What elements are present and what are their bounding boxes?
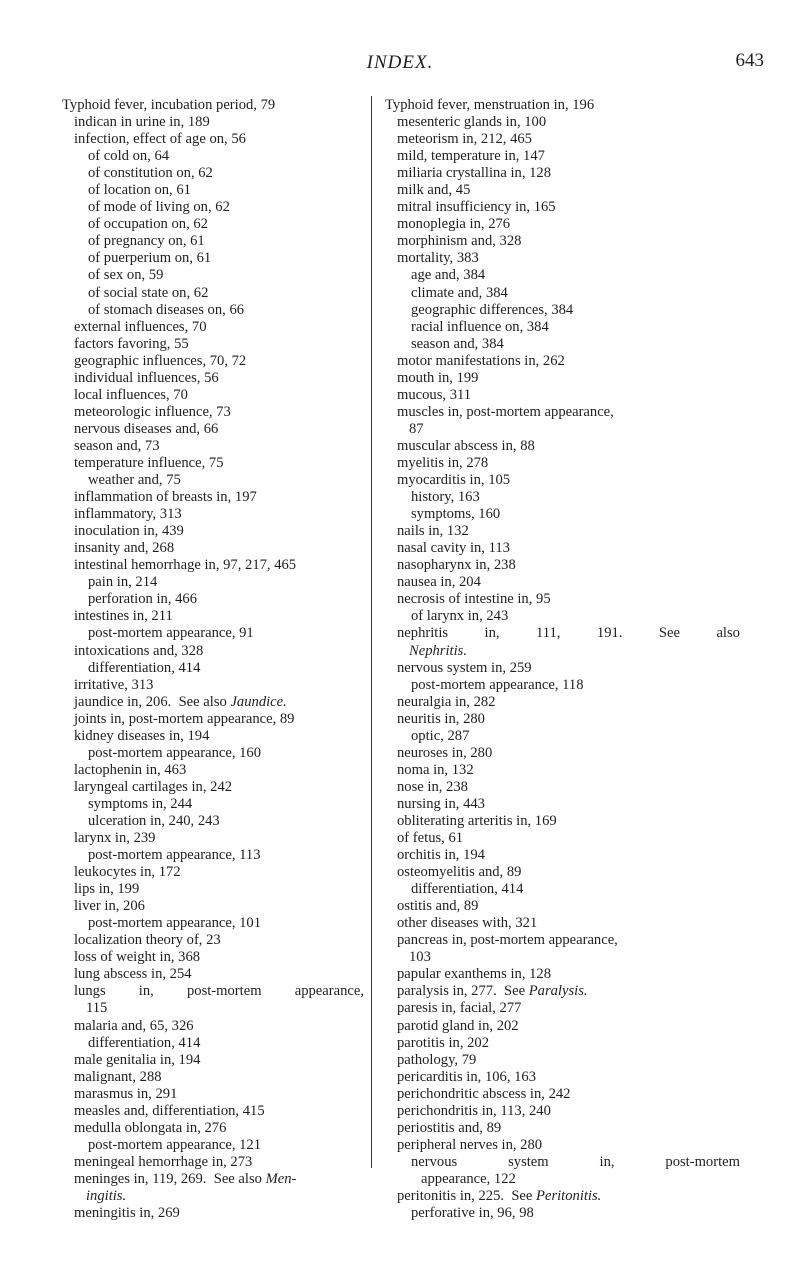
index-entry-text: other diseases with, 321 [397,915,538,932]
index-entry-text: of fetus, 61 [397,830,464,847]
index-entry-text: of social state on, 62 [88,284,209,301]
index-entry [385,489,740,506]
index-entry [62,404,364,421]
index-entry-text: 103 [409,949,431,966]
index-entry-text: jaundice in, 206. See also [74,693,231,710]
index-entry-text: nervous system in, 259 [397,659,532,676]
index-entry [62,591,364,608]
index-entry-text: season and, 73 [74,437,160,454]
index-entry-text: symptoms, 160 [411,506,501,523]
index-entry [385,165,740,182]
index-entry-text: meninges in, 119, 269. See also [74,1170,266,1187]
index-entry-text: leukocytes in, 172 [74,864,181,881]
index-entry-text: paralysis in, 277. See [397,983,529,1000]
index-entry [385,864,740,881]
index-entry-text: mesenteric glands in, 100 [397,114,547,131]
index-entry-text: nervous diseases and, 66 [74,420,219,437]
index-entry [385,182,740,199]
index-entry-word: 191. [596,625,623,642]
index-entry [62,813,364,830]
index-entry-text: loss of weight in, 368 [74,949,201,966]
index-entry-text: peripheral nerves in, 280 [397,1136,543,1153]
index-entry-text: 87 [409,420,424,437]
index-entry-text: marasmus in, 291 [74,1085,178,1102]
index-entry [385,1120,740,1137]
index-entry [385,608,740,625]
index-entry [385,1205,740,1222]
index-entry [62,1137,364,1154]
index-entry [62,421,364,438]
index-entry-text: symptoms in, 244 [88,795,193,812]
index-entry-crossref: ingitis. [86,1188,127,1204]
index-entry-text: necrosis of intestine in, 95 [397,591,551,608]
index-entry [62,353,364,370]
index-entry-text: meteorism in, 212, 465 [397,131,532,148]
index-entry-text: age and, 384 [411,267,486,284]
index-entry [62,472,364,489]
index-entry-text: inflammatory, 313 [74,506,182,523]
index-entry-text: meningeal hemorrhage in, 273 [74,1153,253,1170]
index-entry [385,1018,740,1035]
index-entry [62,540,364,557]
index-entry [385,745,740,762]
index-entry [385,643,740,660]
index-entry-crossref: Peritonitis. [536,1188,602,1204]
index-entry [62,796,364,813]
index-entry-text: of mode of living on, 62 [88,199,230,216]
index-entry-text: milk and, 45 [397,182,471,199]
index-column-left [62,97,364,1222]
index-entry-word: appearance, [294,983,364,1000]
index-entry [62,267,364,284]
index-entry-text: larynx in, 239 [74,830,156,847]
index-entry [62,148,364,165]
index-entry-text: inflammation of breasts in, 197 [74,489,257,506]
index-entry-text: periostitis and, 89 [397,1119,502,1136]
index-entry-word: post-mortem [186,983,262,1000]
index-entry [62,1154,364,1171]
index-entry [385,1188,740,1205]
page-number: 643 [735,50,764,71]
index-entry [385,387,740,404]
index-entry [385,302,740,319]
index-entry-text: intestinal hemorrhage in, 97, 217, 465 [74,557,297,574]
index-entry-text: lung abscess in, 254 [74,966,192,983]
index-entry-text: pericarditis in, 106, 163 [397,1068,537,1085]
index-entry-text: miliaria crystallina in, 128 [397,165,552,182]
index-entry-text: paresis in, facial, 277 [397,1000,522,1017]
index-entry-text: muscular abscess in, 88 [397,437,535,454]
index-entry-word: system [508,1153,549,1170]
index-entry-text: 115 [86,1000,108,1017]
index-entry-text: neuroses in, 280 [397,744,493,761]
index-entry-word: in, [138,983,154,1000]
index-entry [385,285,740,302]
index-entry [62,131,364,148]
index-entry [62,387,364,404]
index-entry [385,1069,740,1086]
index-entry [62,677,364,694]
index-entry [385,711,740,728]
index-entry [62,745,364,762]
index-entry-text: history, 163 [411,489,480,506]
index-entry-text: malaria and, 65, 326 [74,1017,194,1034]
index-entry [62,864,364,881]
index-entry-word: post-mortem [665,1153,740,1170]
index-entry-text: muscles in, post-mortem appearance, [397,403,614,420]
index-entry [62,915,364,932]
page-title: INDEX. [366,52,434,73]
index-entry-text: lactophenin in, 463 [74,761,187,778]
index-entry-text: myelitis in, 278 [397,454,489,471]
index-entry-text: irritative, 313 [74,676,154,693]
index-entry [62,319,364,336]
index-entry [62,1205,364,1222]
index-entry-text: geographic differences, 384 [411,301,574,318]
index-entry-crossref: Men- [265,1170,297,1187]
index-entry-text: kidney diseases in, 194 [74,727,210,744]
index-entry [62,250,364,267]
index-entry [62,1000,364,1017]
index-entry [385,97,740,114]
index-entry [62,1069,364,1086]
index-entry [385,1103,740,1120]
index-entry-text: factors favoring, 55 [74,335,189,352]
index-entry [62,506,364,523]
index-entry-word: in, [484,625,500,642]
index-entry [62,779,364,796]
index-entry-text: temperature influence, 75 [74,454,224,471]
index-entry [62,336,364,353]
index-entry-text: of location on, 61 [88,182,191,199]
index-entry [385,1000,740,1017]
index-entry-text: of larynx in, 243 [411,608,509,625]
index-entry-text: Typhoid fever, menstruation in, 196 [385,97,595,113]
index-entry [385,267,740,284]
index-entry-text: optic, 287 [411,727,470,744]
index-entry-crossref: Paralysis. [528,983,588,1000]
index-entry [385,1052,740,1069]
index-entry-text: perichondritic abscess in, 242 [397,1085,571,1102]
index-entry-text: lips in, 199 [74,881,140,898]
index-entry [385,506,740,523]
index-entry-text: Typhoid fever, incubation period, 79 [62,97,276,113]
index-entry-text: racial influence on, 384 [411,318,549,335]
index-entry [385,983,740,1000]
index-entry [62,830,364,847]
index-entry-text: mitral insufficiency in, 165 [397,199,556,216]
index-entry-text: of constitution on, 62 [88,165,213,182]
index-entry-text: perforation in, 466 [88,591,198,608]
index-entry-text: differentiation, 414 [411,881,524,898]
index-entry [385,199,740,216]
index-entry [385,557,740,574]
index-entry [62,1171,364,1188]
index-entry-text: osteomyelitis and, 89 [397,864,522,881]
index-entry [62,165,364,182]
index-entry-text: papular exanthems in, 128 [397,966,552,983]
index-entry-word: lungs [74,983,106,1000]
index-entry [62,1086,364,1103]
index-entry-text: post-mortem appearance, 160 [88,744,262,761]
index-entry [385,830,740,847]
index-entry-text: indican in urine in, 189 [74,114,210,131]
index-entry [385,319,740,336]
index-entry [62,847,364,864]
index-entry [62,898,364,915]
index-entry-text: parotid gland in, 202 [397,1017,519,1034]
index-entry-text: infection, effect of age on, 56 [74,131,246,148]
index-entry [385,881,740,898]
index-entry-text: motor manifestations in, 262 [397,352,565,369]
index-entry [385,148,740,165]
index-entry [385,523,740,540]
index-entry-text: intoxications and, 328 [74,642,204,659]
index-column-right [385,97,740,1222]
index-entry-text: post-mortem appearance, 113 [88,847,261,864]
index-entry-text: perforative in, 96, 98 [411,1205,534,1222]
index-entry [385,966,740,983]
index-entry [385,915,740,932]
index-entry [385,932,740,949]
index-entry-text: ulceration in, 240, 243 [88,812,220,829]
index-entry-text: noma in, 132 [397,761,474,778]
index-entry-text: of cold on, 64 [88,148,170,165]
index-entry-text: post-mortem appearance, 118 [411,676,584,693]
index-entry [385,216,740,233]
index-entry [62,216,364,233]
index-entry [62,625,364,642]
index-entry [62,966,364,983]
index-entry-text: season and, 384 [411,335,504,352]
index-entry-text: post-mortem appearance, 91 [88,625,254,642]
index-entry-text: intestines in, 211 [74,608,173,625]
index-entry [62,1035,364,1052]
index-entry-text: male genitalia in, 194 [74,1051,201,1068]
index-entry-text: liver in, 206 [74,898,145,915]
index-entry-text: of puerperium on, 61 [88,250,212,267]
index-entry-text: differentiation, 414 [88,659,201,676]
index-entry-text: malignant, 288 [74,1068,162,1085]
index-entry-text: mortality, 383 [397,250,479,267]
index-entry-text: local influences, 70 [74,386,188,403]
index-entry [62,728,364,745]
index-entry [62,438,364,455]
index-entry-text: differentiation, 414 [88,1034,201,1051]
index-entry [385,728,740,745]
index-entry [62,694,364,711]
index-entry-text: of sex on, 59 [88,267,164,284]
index-entry [62,711,364,728]
index-entry-text: monoplegia in, 276 [397,216,511,233]
index-entry-text: climate and, 384 [411,284,508,301]
index-entry [62,1103,364,1120]
index-entry-text: parotitis in, 202 [397,1034,490,1051]
index-entry-word: in, [599,1153,615,1170]
index-entry-text: measles and, differentiation, 415 [74,1102,265,1119]
index-entry [385,472,740,489]
index-entry-text: inoculation in, 439 [74,523,184,540]
index-entry-word: 111, [535,625,561,642]
index-entry-text: localization theory of, 23 [74,932,221,949]
index-entry [385,1137,740,1154]
index-entry-text: mucous, 311 [397,386,472,403]
index-entry-text: obliterating arteritis in, 169 [397,812,557,829]
index-entry [62,660,364,677]
index-entry-crossref: Jaundice. [230,693,287,710]
index-entry-text: of stomach diseases on, 66 [88,301,245,318]
index-entry-crossref: Nephritis. [409,642,467,659]
index-entry [385,114,740,131]
index-entry [385,250,740,267]
index-entry [385,1035,740,1052]
index-entry [62,1018,364,1035]
index-entry [62,574,364,591]
index-entry [62,97,364,114]
index-entry [385,574,740,591]
index-entry-text: geographic influences, 70, 72 [74,352,247,369]
index-entry [385,949,740,966]
index-entry [385,591,740,608]
index-entry [385,847,740,864]
index-entry-text: meningitis in, 269 [74,1205,180,1222]
index-entry [385,677,740,694]
index-entry-text: nasal cavity in, 113 [397,540,510,557]
index-entry [62,114,364,131]
index-entry [385,779,740,796]
index-entry [62,983,364,1000]
index-entry [385,131,740,148]
index-entry [62,949,364,966]
index-entry-text: laryngeal cartilages in, 242 [74,778,233,795]
index-entry [385,336,740,353]
index-entry [385,353,740,370]
index-entry-text: neuritis in, 280 [397,710,485,727]
index-entry [62,182,364,199]
index-entry-text: nausea in, 204 [397,574,481,591]
index-entry [385,370,740,387]
index-entry-text: external influences, 70 [74,318,207,335]
index-entry-text: individual influences, 56 [74,369,219,386]
index-entry-text: nasopharynx in, 238 [397,557,516,574]
index-entry [385,1154,740,1171]
index-entry [62,233,364,250]
index-entry-text: of occupation on, 62 [88,216,208,233]
index-entry [62,1120,364,1137]
index-entry [385,625,740,642]
index-entry [385,796,740,813]
index-entry [385,813,740,830]
index-entry [62,285,364,302]
column-divider [371,96,372,1168]
index-entry [62,523,364,540]
index-entry [62,557,364,574]
index-entry-text: neuralgia in, 282 [397,693,496,710]
index-entry-text: nose in, 238 [397,778,468,795]
index-entry [385,1086,740,1103]
index-entry-text: joints in, post-mortem appearance, 89 [74,710,295,727]
index-entry [385,421,740,438]
index-entry [385,762,740,779]
index-entry [385,540,740,557]
index-entry [385,694,740,711]
index-entry [62,489,364,506]
index-entry-word: also [716,625,740,642]
index-entry [62,1188,364,1205]
index-entry-word: See [658,625,680,642]
index-entry-text: peritonitis in, 225. See [397,1188,537,1204]
index-entry-text: nails in, 132 [397,523,469,540]
index-entry [62,932,364,949]
index-entry [62,608,364,625]
index-entry-text: ostitis and, 89 [397,898,479,915]
index-entry-text: weather and, 75 [88,472,181,489]
index-entry [385,455,740,472]
index-entry-text: pancreas in, post-mortem appearance, [397,932,618,949]
index-entry-text: nursing in, 443 [397,795,485,812]
index-entry-text: pain in, 214 [88,574,158,591]
index-entry-text: morphinism and, 328 [397,233,522,250]
index-entry [62,643,364,660]
index-entry-text: of pregnancy on, 61 [88,233,205,250]
index-entry [62,762,364,779]
index-entry-text: medulla oblongata in, 276 [74,1119,227,1136]
index-entry [385,404,740,421]
index-entry [62,370,364,387]
index-entry [385,898,740,915]
index-entry-text: myocarditis in, 105 [397,472,511,489]
index-entry-text: mouth in, 199 [397,369,479,386]
index-entry [385,233,740,250]
index-entry-text: meteorologic influence, 73 [74,403,231,420]
index-entry [62,1052,364,1069]
index-entry [62,455,364,472]
index-entry-text: pathology, 79 [397,1051,477,1068]
index-entry [62,199,364,216]
index-entry-text: perichondritis in, 113, 240 [397,1102,551,1119]
index-entry-text: orchitis in, 194 [397,847,485,864]
index-entry [385,1171,740,1188]
index-entry-text: post-mortem appearance, 121 [88,1136,262,1153]
index-entry-text: post-mortem appearance, 101 [88,915,262,932]
index-entry [385,660,740,677]
index-entry-word: nephritis [397,625,449,642]
index-entry-text: mild, temperature in, 147 [397,148,545,165]
index-entry [385,438,740,455]
index-entry-text: appearance, 122 [421,1170,516,1187]
index-entry [62,881,364,898]
index-entry-word: nervous [411,1153,458,1170]
index-entry [62,302,364,319]
index-entry-text: insanity and, 268 [74,540,175,557]
